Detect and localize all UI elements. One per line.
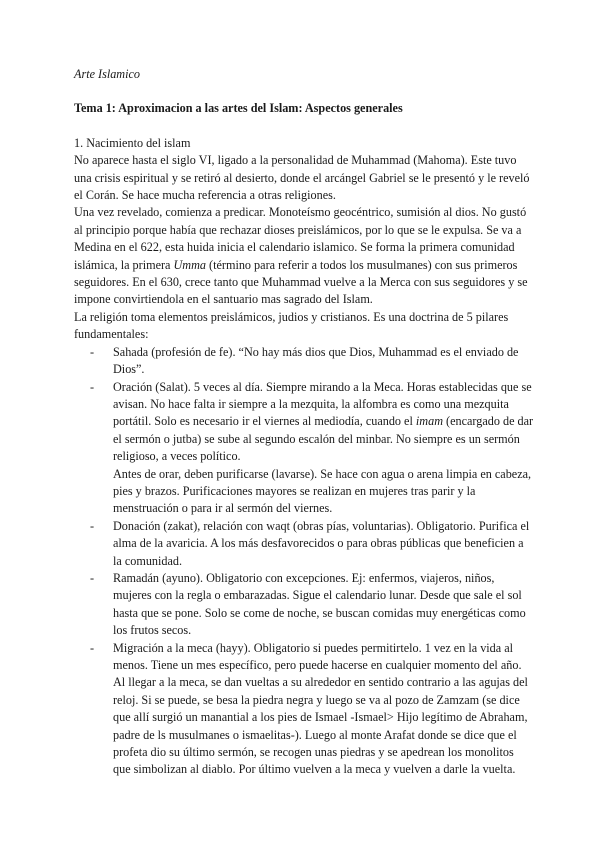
paragraph-doctrine: La religión toma elementos preislámicos, judios y cristianos. Es una doctrina de 5 pilares fundamentales: bbox=[74, 309, 509, 342]
term-umma: Umma bbox=[173, 257, 206, 272]
paragraph-preaching-part-1: Una vez revelado, comienza a predicar. Monoteísmo geocéntrico, sumisión al dios. No gustó al principio porque había que rechazar dioses preislámicos, por lo que se le expulsa. Se va a Medina en el 622, esta huida inicia el calendario islamico. Se forma la primera comunidad islámica, la primera bbox=[74, 205, 527, 272]
topic-heading: Tema 1: Aproximacion a las artes del Islam: Aspectos generales bbox=[74, 101, 403, 116]
pillar-oracion-part-1: Oración (Salat). 5 veces al día. Siempre mirando a la Meca. Horas establecidas que se avisan. No hace falta ir siempre a la mezquita, la alfombra es como una mezquita portátil. Solo es necesario ir el viernes al mediodía, cuando el bbox=[113, 379, 532, 429]
paragraph-preaching bbox=[74, 204, 534, 308]
document-page bbox=[74, 66, 534, 779]
pillar-donacion-text: Donación (zakat), relación con waqt (obras pías, voluntarias). Obligatorio. Purifica el alma de la avaricia. A los más desfavorecidos o para obras públicas que beneficien a la comunidad. bbox=[113, 518, 530, 568]
bullet-dash: - bbox=[90, 570, 95, 585]
pillar-oracion-part-2: (encargado de dar el sermón o jutba) se sube al segundo escalón del minbar. No siempre es un sermón religioso, a veces político. bbox=[113, 414, 534, 464]
bullet-dash: - bbox=[90, 518, 95, 533]
list-item-oracion bbox=[74, 379, 534, 518]
list-item-ramadan bbox=[74, 570, 534, 640]
bullet-dash: - bbox=[90, 640, 95, 655]
pillar-migracion-ritual: Al llegar a la meca, se dan vueltas a su alrededor en sentido contrario a las agujas del reloj. Si se puede, se besa la piedra negra y luego se va al pozo de Zamzam (se dice que allí surgió un manantial a los pies de Ismael -Ismael> Hijo legítimo de Abraham, padre de ls musulmanes o ismaelitas-). Luego al monte Arafat donde se dice que el profeta dio su último sermón, se recogen unas piedras y se apedrean los monolitos que simbolizan al diablo. Por último vuelven a la meca y vuelven a darle la vuelta. bbox=[113, 675, 528, 777]
pillar-oracion-purification: Antes de orar, deben purificarse (lavarse). Se hace con agua o arena limpia en cabeza, pies y brazos. Purificaciones mayores se realizan en mujeres tras parir y la menstruación o para ir al sermón del viernes. bbox=[113, 466, 532, 516]
pillar-sahada-text: Sahada (profesión de fe). “No hay más dios que Dios, Muhammad es el enviado de Dios”. bbox=[113, 344, 519, 377]
paragraph-origins: No aparece hasta el siglo VI, ligado a la personalidad de Muhammad (Mahoma). Este tuvo una crisis espiritual y se retiró al desierto, donde el arcángel Gabriel se le presentó y le reveló el Corán. Se hace mucha referencia a otras religiones. bbox=[74, 153, 530, 203]
term-imam: imam bbox=[415, 414, 443, 429]
pillar-migracion-text: Migración a la meca (hayy). Obligatorio si puedes permitirtelo. 1 vez en la vida al menos. Tiene un mes específico, pero puede hacerse en cualquier momento del año. bbox=[113, 640, 522, 672]
list-item-sahada bbox=[74, 344, 534, 379]
paragraph-preaching-part-2: (término para referir a todos los musulmanes) con sus primeros seguidores. En el 630, crece tanto que Muhammad vuelve a la Merca con sus seguidores y se impone convirtiendola en el santuario mas sagrado del Islam. bbox=[74, 257, 528, 307]
pillars-list bbox=[74, 344, 534, 779]
bullet-dash: - bbox=[90, 379, 95, 394]
list-item-donacion bbox=[74, 518, 534, 570]
document-title: Arte Islamico bbox=[74, 67, 141, 81]
section-heading: 1. Nacimiento del islam bbox=[74, 135, 191, 150]
bullet-dash: - bbox=[90, 344, 95, 359]
pillar-ramadan-text: Ramadán (ayuno). Obligatorio con excepciones. Ej: enfermos, viajeros, niños, mujeres con la regla o embarazadas. Sigue el calendario lunar. Desde que sale el sol hasta que se pone. Solo se come de noche, se buscan comidas muy energéticas como los frutos secos. bbox=[113, 570, 526, 638]
list-item-migracion bbox=[74, 640, 534, 779]
pillar-oracion-text bbox=[113, 379, 534, 466]
